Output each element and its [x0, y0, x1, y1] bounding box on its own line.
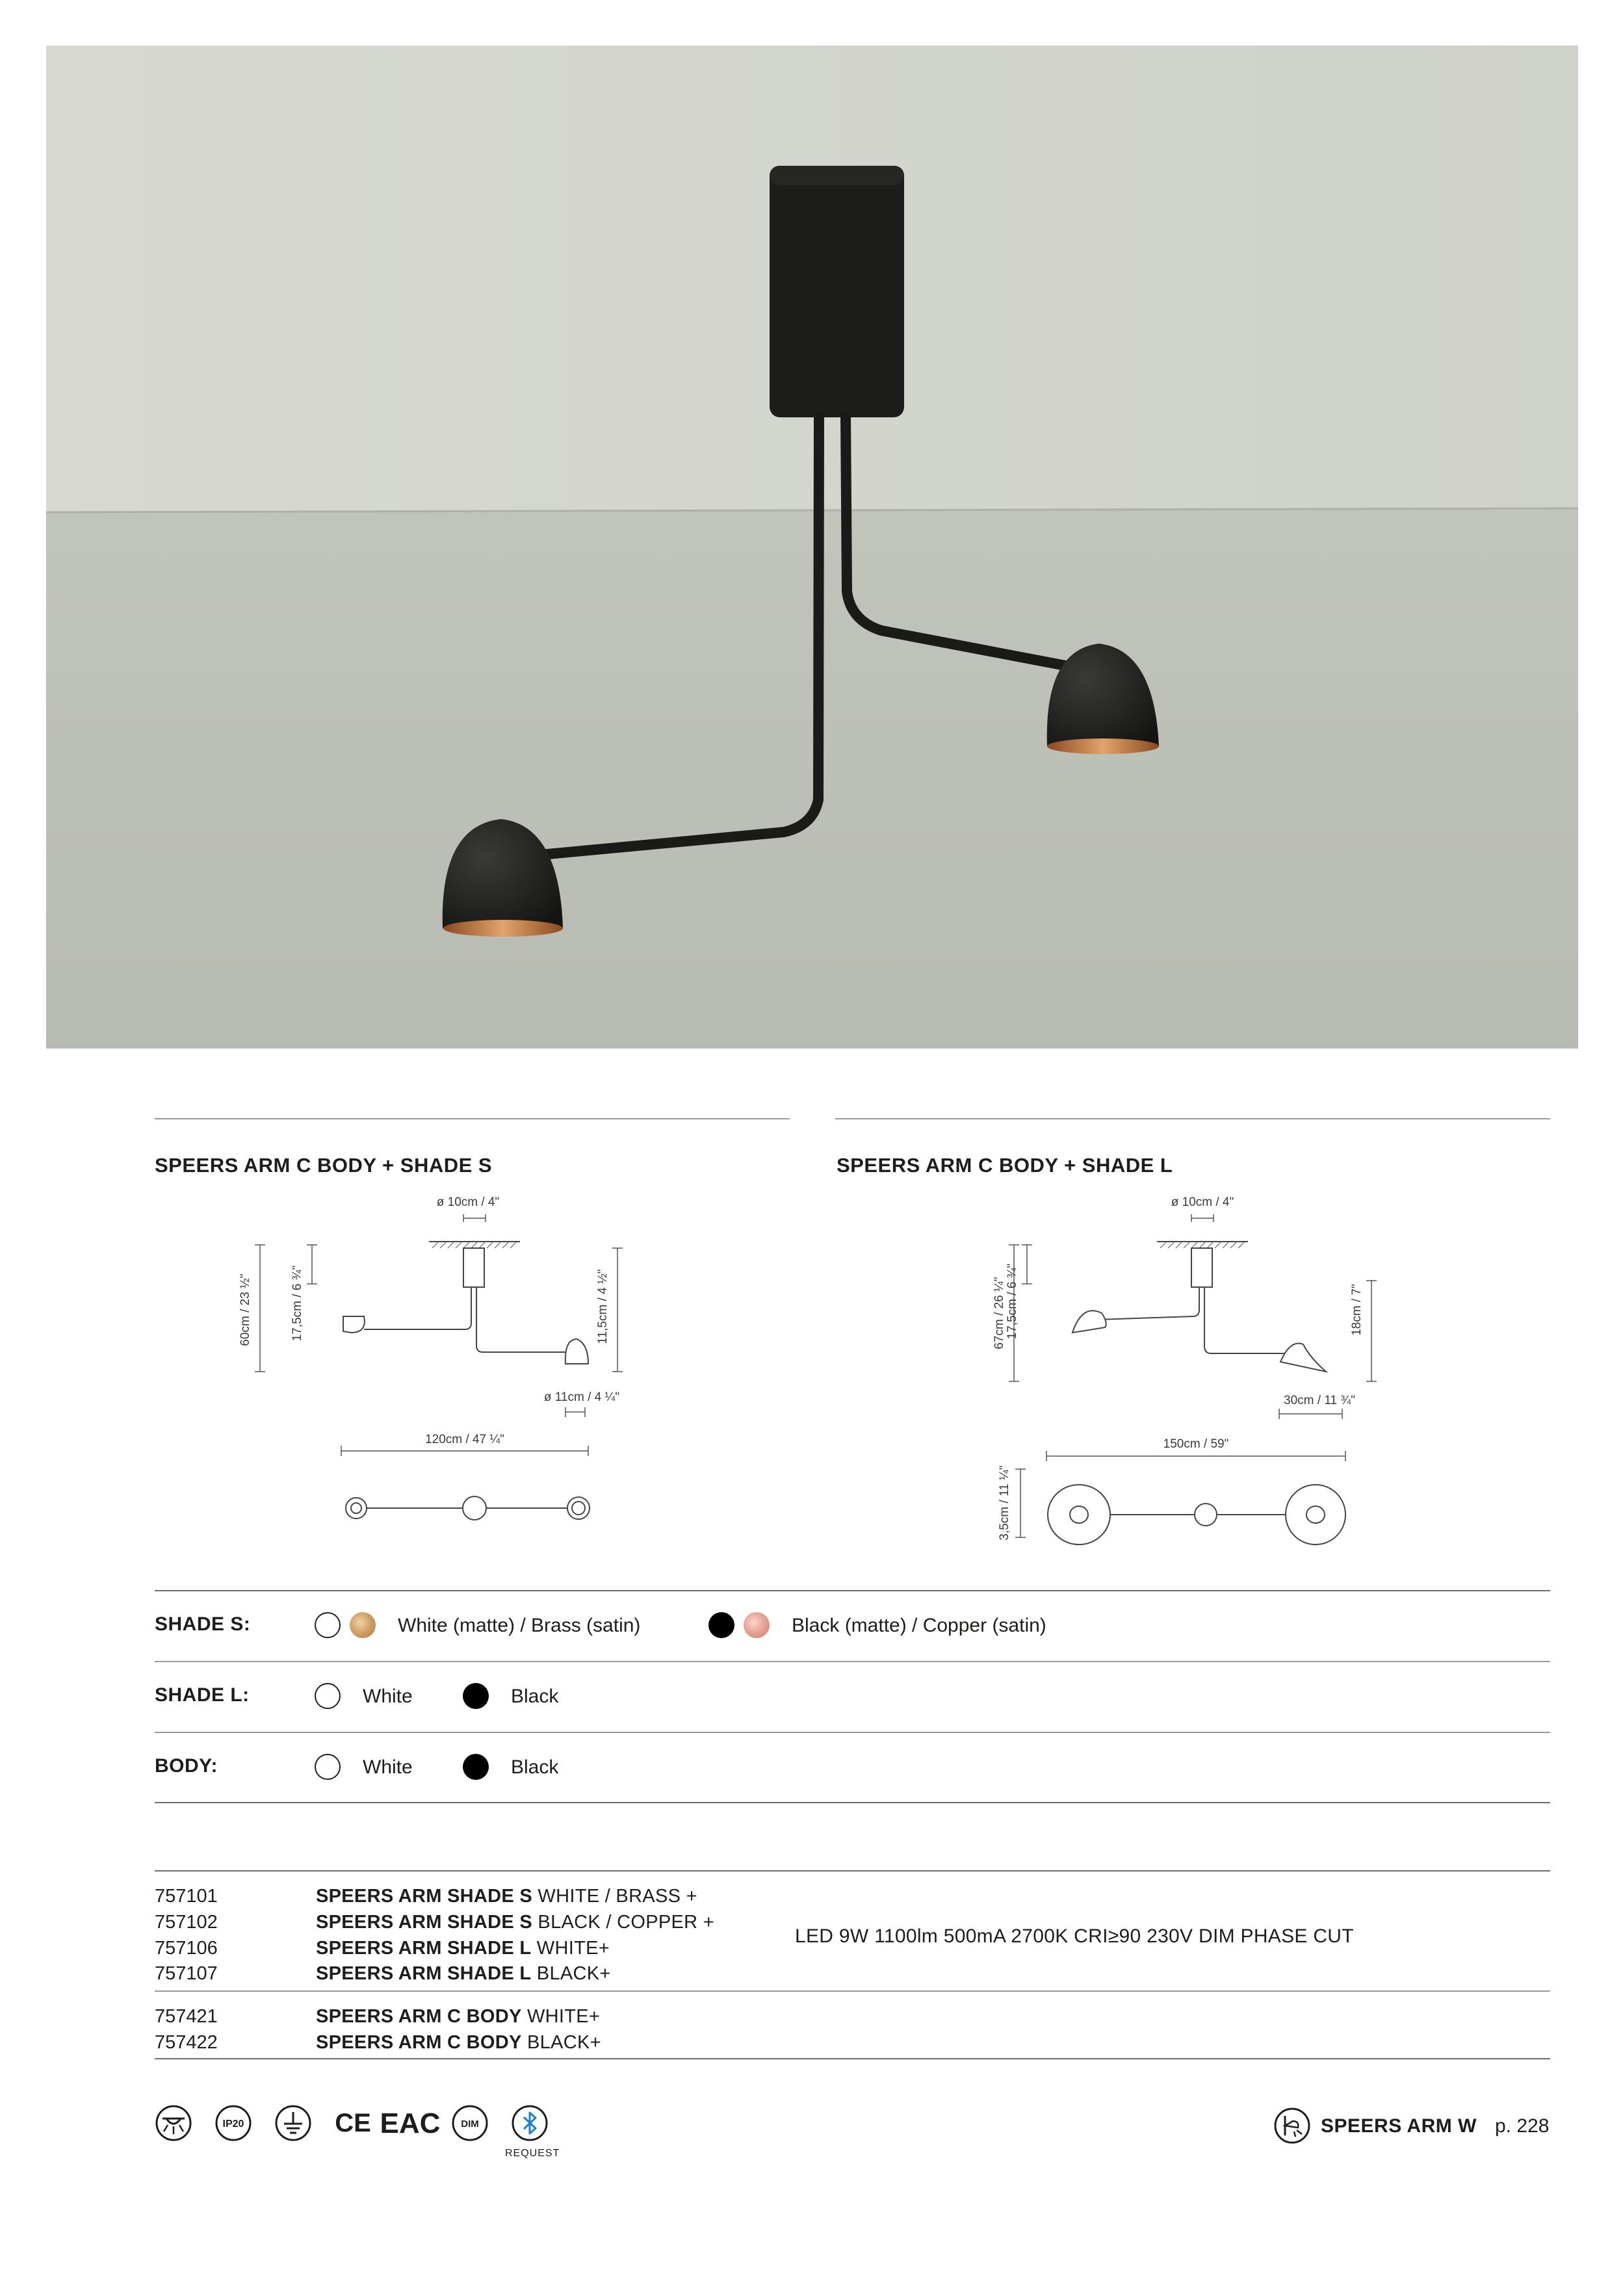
product-code: 757421	[155, 2006, 218, 2027]
dim-shade-diameter: ø 11cm / 4 ¼"	[543, 1390, 620, 1404]
product-name: SPEERS ARM SHADE S WHITE / BRASS +	[316, 1886, 697, 1907]
product-code: 757107	[155, 1963, 218, 1984]
earth-ground-icon	[274, 2104, 312, 2142]
swatch-white	[315, 1754, 341, 1780]
option-text-white: White	[363, 1686, 413, 1707]
option-text-black-copper: Black (matte) / Copper (satin)	[792, 1615, 1046, 1636]
lamp-canopy	[770, 166, 904, 417]
dimension-diagram-shade-l	[942, 1183, 1397, 1547]
dim-body-height: 17,5cm / 6 ¾"	[1006, 1263, 1019, 1340]
dim-width: 150cm / 59"	[1163, 1437, 1229, 1451]
dim-width: 120cm / 47 ¼"	[425, 1433, 504, 1446]
dimension-diagram-shade-s	[221, 1183, 676, 1534]
product-name: SPEERS ARM C BODY WHITE+	[316, 2006, 601, 2027]
section-rule-left	[155, 1118, 790, 1119]
swatch-copper	[744, 1612, 770, 1638]
product-code: 757101	[155, 1886, 218, 1907]
option-text-black: Black	[511, 1686, 559, 1707]
dim-canopy-diameter: ø 10cm / 4"	[1171, 1195, 1234, 1209]
page-number: p. 228	[1495, 2115, 1550, 2137]
section-title-shade-l: SPEERS ARM C BODY + SHADE L	[837, 1154, 1173, 1177]
related-product-link[interactable]: SPEERS ARM W	[1321, 2115, 1477, 2137]
ip20-icon	[214, 2104, 252, 2142]
dim-shade-height: 18cm / 7"	[1350, 1284, 1364, 1336]
products-rule-bottom	[155, 2058, 1550, 2059]
dim-total-height: 67cm / 26 ¼"	[993, 1277, 1006, 1350]
product-code: 757106	[155, 1938, 218, 1959]
swatch-black	[708, 1612, 734, 1638]
swatch-white	[315, 1683, 341, 1709]
option-label-shade-l: SHADE L:	[155, 1684, 250, 1706]
product-name: SPEERS ARM SHADE L BLACK+	[316, 1963, 611, 1984]
product-name: SPEERS ARM SHADE L WHITE+	[316, 1938, 610, 1959]
products-rule	[155, 1990, 1550, 1992]
wall-light-icon	[1273, 2107, 1311, 2145]
option-text-white-brass: White (matte) / Brass (satin)	[398, 1615, 641, 1636]
options-rule	[155, 1661, 1550, 1662]
dim-drop: 11,5cm / 4 ½"	[596, 1269, 610, 1344]
swatch-black	[463, 1683, 489, 1709]
option-label-shade-s: SHADE S:	[155, 1613, 251, 1635]
swatch-black	[463, 1754, 489, 1780]
option-text-white: White	[363, 1756, 413, 1778]
dim-plan-depth: 3,5cm / 11 ¼"	[998, 1465, 1011, 1541]
dim-icon	[451, 2104, 489, 2142]
section-rule-right	[835, 1118, 1550, 1119]
products-rule-top	[155, 1870, 1550, 1872]
led-spec: LED 9W 1100lm 500mA 2700K CRI≥90 230V DIM PHASE CUT	[795, 1925, 1354, 1947]
swatch-brass	[350, 1612, 376, 1638]
ce-mark-icon	[333, 2104, 373, 2142]
product-name: SPEERS ARM C BODY BLACK+	[316, 2032, 601, 2053]
svg-text:EAC: EAC	[380, 2107, 441, 2139]
product-photo	[46, 46, 1578, 1049]
svg-text:CE: CE	[335, 2109, 371, 2137]
options-rule-top	[155, 1590, 1550, 1591]
options-rule	[155, 1732, 1550, 1733]
svg-text:DIM: DIM	[461, 2119, 479, 2130]
eac-mark-icon	[380, 2104, 441, 2142]
section-title-shade-s: SPEERS ARM C BODY + SHADE S	[155, 1154, 493, 1177]
dim-total-height: 60cm / 23 ½"	[239, 1273, 252, 1346]
options-rule-bottom	[155, 1802, 1550, 1803]
request-label: REQUEST	[505, 2148, 560, 2159]
product-name: SPEERS ARM SHADE S BLACK / COPPER +	[316, 1912, 714, 1933]
dim-shade-diameter: 30cm / 11 ¾"	[1284, 1394, 1355, 1407]
product-code: 757102	[155, 1912, 218, 1933]
product-code: 757422	[155, 2032, 218, 2053]
ceiling-light-icon	[155, 2104, 192, 2142]
dim-body-height: 17,5cm / 6 ¾"	[291, 1265, 304, 1342]
swatch-white	[315, 1612, 341, 1638]
option-label-body: BODY:	[155, 1755, 218, 1777]
dim-canopy-diameter: ø 10cm / 4"	[436, 1195, 500, 1209]
bluetooth-icon	[511, 2104, 549, 2142]
svg-text:IP20: IP20	[222, 2119, 244, 2130]
option-text-black: Black	[511, 1756, 559, 1778]
